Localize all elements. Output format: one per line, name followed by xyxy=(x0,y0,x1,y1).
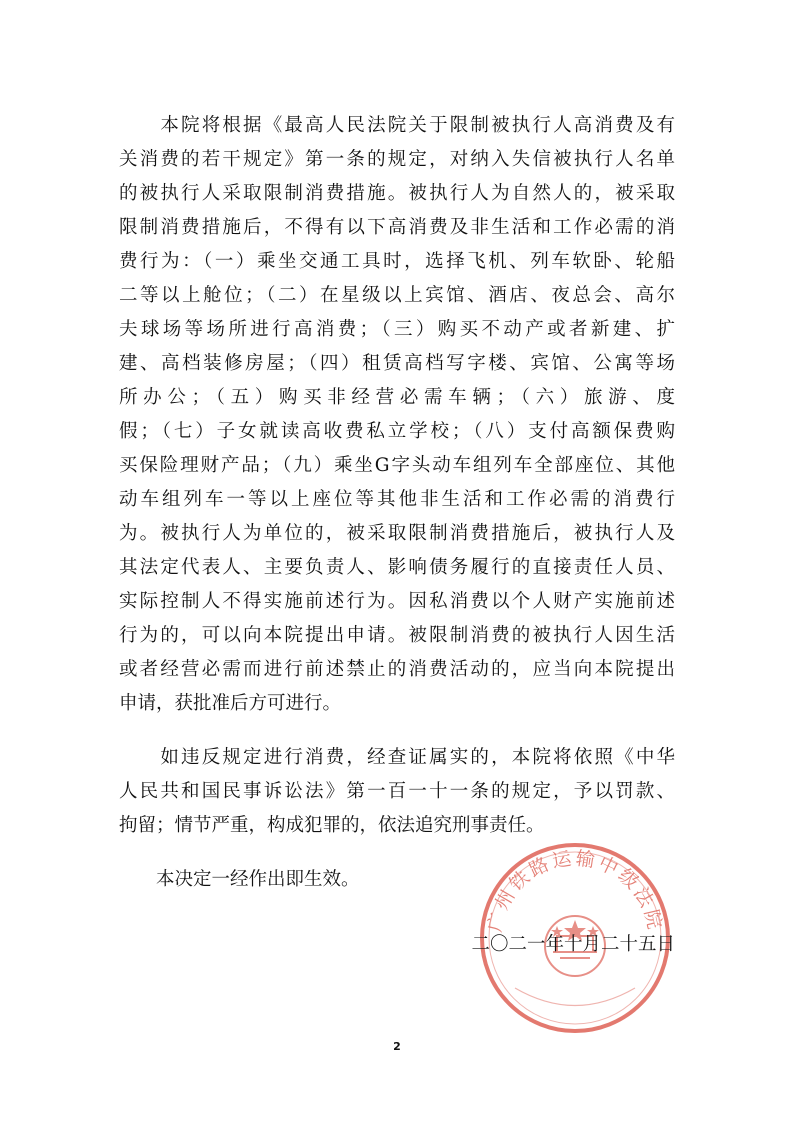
text-line: 拘留；情节严重，构成犯罪的，依法追究刑事责任。 xyxy=(119,815,545,836)
text-line: 本决定一经作出即生效。 xyxy=(119,869,360,890)
text-line: 所办公；（五）购买非经营必需车辆；（六）旅游、度 xyxy=(119,387,675,408)
text-line: 或者经营必需而进行前述禁止的消费活动的，应当向本院提出 xyxy=(119,659,675,680)
text-line: 买保险理财产品；（九）乘坐G字头动车组列车全部座位、其他 xyxy=(119,455,675,476)
document-date: 二〇二一年十月二十五日 xyxy=(471,934,675,955)
text-line: 实际控制人不得实施前述行为。因私消费以个人财产实施前述 xyxy=(119,591,675,612)
text-line: 其法定代表人、主要负责人、影响债务履行的直接责任人员、 xyxy=(119,557,675,578)
text-line: 人民共和国民事诉讼法》第一百一十一条的规定，予以罚款、 xyxy=(119,781,675,802)
text-line: 为。被执行人为单位的，被采取限制消费措施后，被执行人及 xyxy=(119,523,675,544)
text-line: 建、高档装修房屋；（四）租赁高档写字楼、宾馆、公寓等场 xyxy=(119,353,675,374)
text-line: 二等以上舱位；（二）在星级以上宾馆、酒店、夜总会、高尔 xyxy=(119,285,675,306)
text-line: 夫球场等场所进行高消费；（三）购买不动产或者新建、扩 xyxy=(119,319,675,340)
text-line: 限制消费措施后，不得有以下高消费及非生活和工作必需的消 xyxy=(119,217,675,238)
text-line: 行为的，可以向本院提出申请。被限制消费的被执行人因生活 xyxy=(119,625,675,646)
text-line: 申请，获批准后方可进行。 xyxy=(119,693,342,714)
seal-text: 广州铁路运输中级法院 xyxy=(483,847,667,934)
text-line: 关消费的若干规定》第一条的规定，对纳入失信被执行人名单 xyxy=(119,149,675,170)
text-line: 本院将根据《最高人民法院关于限制被执行人高消费及有 xyxy=(119,115,675,136)
text-line: 如违反规定进行消费，经查证属实的，本院将依照《中华 xyxy=(119,747,675,768)
page-number: 2 xyxy=(393,1040,401,1053)
text-line: 的被执行人采取限制消费措施。被执行人为自然人的，被采取 xyxy=(119,183,675,204)
text-line: 动车组列车一等以上座位等其他非生活和工作必需的消费行 xyxy=(119,489,675,510)
text-line: 费行为：（一）乘坐交通工具时，选择飞机、列车软卧、轮船 xyxy=(119,251,675,272)
text-line: 假；（七）子女就读高收费私立学校；（八）支付高额保费购 xyxy=(119,421,675,442)
